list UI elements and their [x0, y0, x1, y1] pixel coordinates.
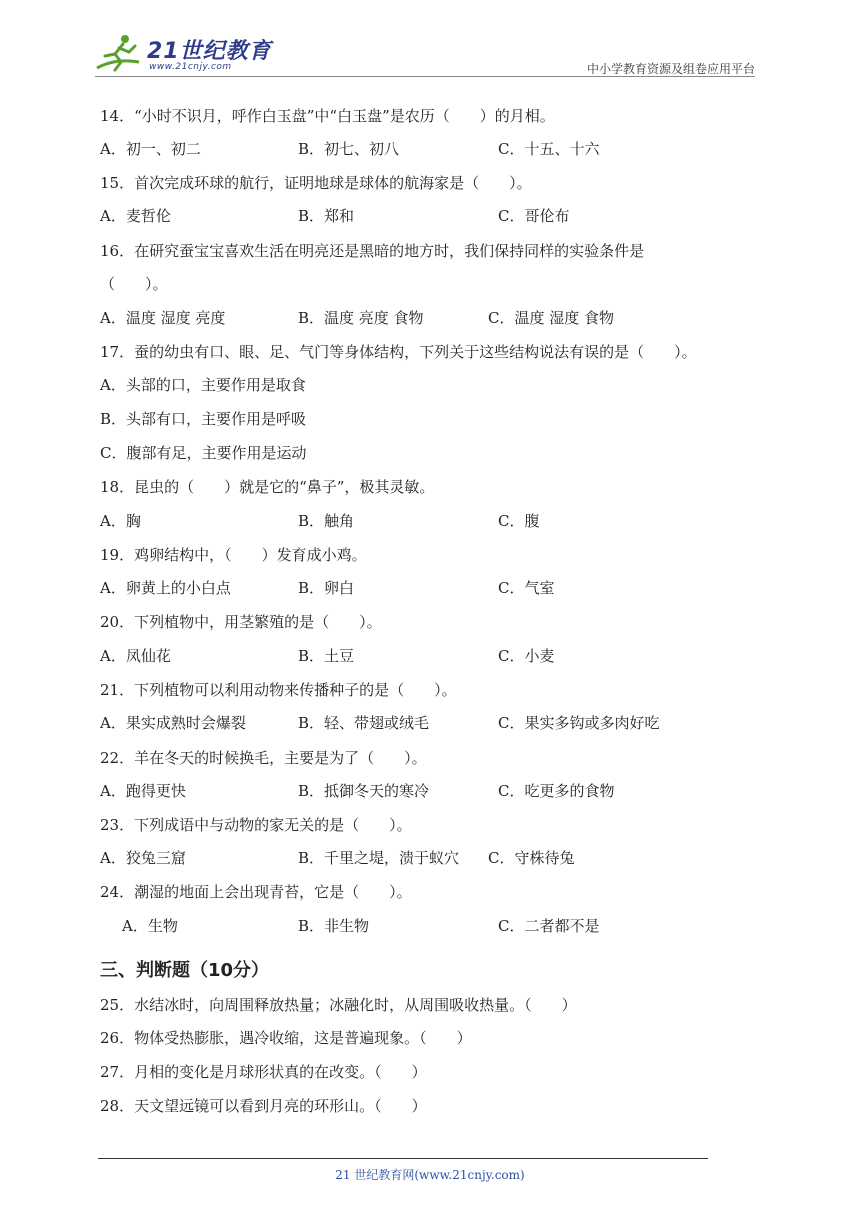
question-stem: 14．“小时不识月，呼作白玉盘”中“白玉盘”是农历（ ）的月相。 — [100, 107, 555, 125]
question-stem: 16．在研究蚕宝宝喜欢生活在明亮还是黑暗的地方时，我们保持同样的实验条件是 — [100, 242, 645, 260]
site-logo[interactable] — [95, 32, 275, 78]
question-stem: 17．蚕的幼虫有口、眼、足、气门等身体结构，下列关于这些结构说法有误的是（ ）。 — [100, 343, 697, 361]
option-b: B．土豆 — [298, 647, 355, 665]
option-c: C．果实多钩或多肉好吃 — [498, 714, 660, 732]
option-row — [100, 137, 780, 161]
option-b: B．轻、带翅或绒毛 — [298, 714, 430, 732]
option-b: B．触角 — [298, 512, 355, 530]
question-stem: 22．羊在冬天的时候换毛，主要是为了（ ）。 — [100, 749, 427, 767]
option-row — [100, 576, 780, 600]
option-a: A．麦哲伦 — [100, 207, 171, 225]
option-a: A．头部的口，主要作用是取食 — [100, 376, 306, 394]
option-b: B．温度 亮度 食物 — [298, 309, 424, 327]
option-c: C．小麦 — [498, 647, 555, 665]
option-a: A．狡兔三窟 — [100, 849, 186, 867]
option-row — [100, 914, 780, 938]
logo-text: 21世纪教育 — [147, 39, 272, 64]
option-c: C．腹部有足，主要作用是运动 — [100, 444, 307, 462]
option-b: B．非生物 — [298, 917, 370, 935]
option-b: B．头部有口，主要作用是呼吸 — [100, 410, 307, 428]
question-stem: 21．下列植物可以利用动物来传播种子的是（ ）。 — [100, 681, 457, 699]
option-c: C．气室 — [498, 579, 555, 597]
option-c: C．二者都不是 — [498, 917, 600, 935]
header-divider — [95, 76, 755, 77]
option-c: C．守株待兔 — [488, 849, 575, 867]
option-c: C．腹 — [498, 512, 540, 530]
platform-title: 中小学教育资源及组卷应用平台 — [586, 62, 755, 76]
logo-url: www.21cnjy.com — [149, 62, 232, 72]
option-a: A．跑得更快 — [100, 782, 186, 800]
question-stem: 20．下列植物中，用茎繁殖的是（ ）。 — [100, 613, 382, 631]
footer-link[interactable]: 21 世纪教育网(www.21cnjy.com) — [335, 1168, 525, 1182]
option-c: C．十五、十六 — [498, 140, 600, 158]
judgement-item: 26．物体受热膨胀，遇冷收缩，这是普遍现象。（ ） — [100, 1029, 472, 1047]
option-row — [100, 644, 780, 668]
question-stem: 19．鸡卵结构中，（ ）发育成小鸡。 — [100, 546, 367, 564]
option-c: C．哥伦布 — [498, 207, 570, 225]
judgement-item: 28．天文望远镜可以看到月亮的环形山。（ ） — [100, 1097, 427, 1115]
question-stem-continuation: （ ）。 — [100, 275, 168, 293]
option-a: A．初一、初二 — [100, 140, 201, 158]
question-stem: 23．下列成语中与动物的家无关的是（ ）。 — [100, 816, 412, 834]
question-stem: 18．昆虫的（ ）就是它的“鼻子”，极其灵敏。 — [100, 478, 435, 496]
question-stem: 24．潮湿的地面上会出现青苔，它是（ ）。 — [100, 883, 412, 901]
option-b: B．卵白 — [298, 579, 355, 597]
option-a: A．凤仙花 — [100, 647, 171, 665]
option-a: A．生物 — [122, 917, 178, 935]
option-row — [100, 846, 780, 870]
option-b: B．千里之堤，溃于蚁穴 — [298, 849, 460, 867]
option-a: A．果实成熟时会爆裂 — [100, 714, 246, 732]
option-a: A．胸 — [100, 512, 141, 530]
option-b: B．抵御冬天的寒冷 — [298, 782, 430, 800]
option-a: A．温度 湿度 亮度 — [100, 309, 226, 327]
option-row — [100, 779, 780, 803]
page-header — [95, 28, 755, 78]
option-row — [100, 204, 780, 228]
footer-divider — [98, 1158, 708, 1159]
option-row — [100, 509, 780, 533]
option-c: C．吃更多的食物 — [498, 782, 615, 800]
question-stem: 15．首次完成环球的航行，证明地球是球体的航海家是（ ）。 — [100, 174, 532, 192]
option-row — [100, 711, 780, 735]
option-a: A．卵黄上的小白点 — [100, 579, 231, 597]
option-b: B．初七、初八 — [298, 140, 400, 158]
option-row — [100, 306, 780, 330]
judgement-item: 27．月相的变化是月球形状真的在改变。（ ） — [100, 1063, 427, 1081]
option-c: C．温度 湿度 食物 — [488, 309, 615, 327]
judgement-item: 25．水结冰时，向周围释放热量；冰融化时，从周围吸收热量。（ ） — [100, 996, 577, 1014]
running-man-logo-icon — [95, 32, 151, 74]
option-b: B．郑和 — [298, 207, 355, 225]
section-title: 三、判断题（10分） — [100, 960, 270, 981]
